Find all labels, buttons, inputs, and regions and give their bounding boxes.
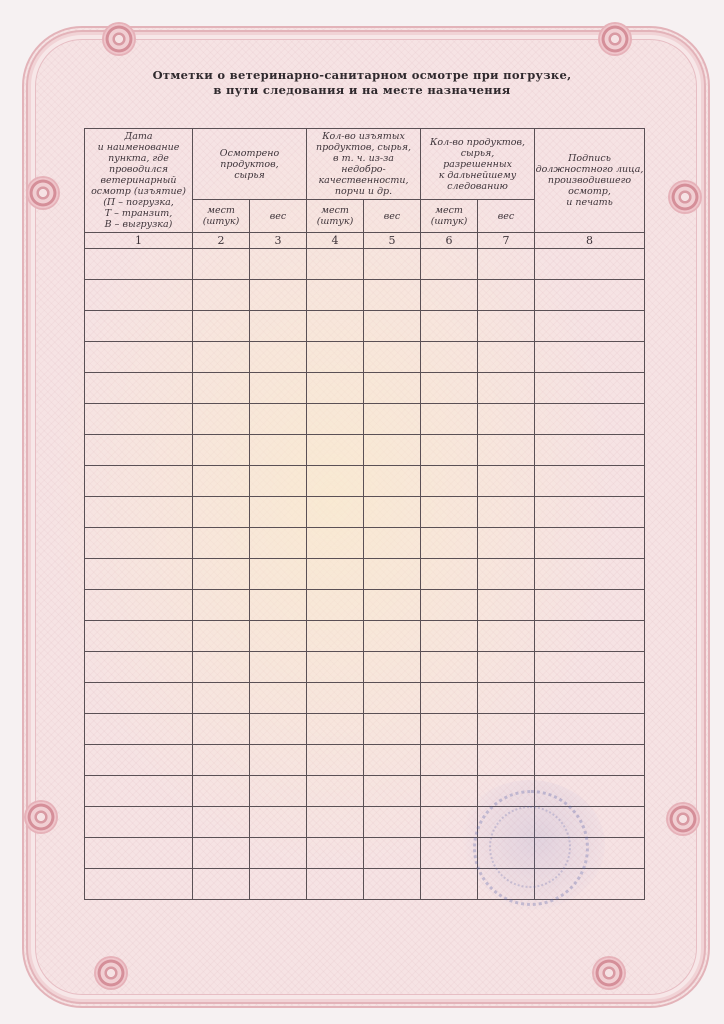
header-signature: Подпись должностного лица, производившего осмотр, и печать xyxy=(535,129,645,233)
table-cell[interactable] xyxy=(535,249,645,280)
table-cell[interactable] xyxy=(421,280,478,311)
table-cell[interactable] xyxy=(364,404,421,435)
column-number: 4 xyxy=(307,233,364,249)
table-cell[interactable] xyxy=(193,373,250,404)
table-cell[interactable] xyxy=(421,466,478,497)
table-cell[interactable] xyxy=(364,342,421,373)
table-cell[interactable] xyxy=(535,745,645,776)
table-cell[interactable] xyxy=(193,466,250,497)
header-inspected-weight: вес xyxy=(250,200,307,233)
table-cell[interactable] xyxy=(85,590,193,621)
table-cell[interactable] xyxy=(193,497,250,528)
table-cell[interactable] xyxy=(478,311,535,342)
table-cell[interactable] xyxy=(193,404,250,435)
table-cell[interactable] xyxy=(250,249,307,280)
table-cell[interactable] xyxy=(193,249,250,280)
table-cell[interactable] xyxy=(193,838,250,869)
table-cell[interactable] xyxy=(421,342,478,373)
table-cell[interactable] xyxy=(364,559,421,590)
table-cell[interactable] xyxy=(364,466,421,497)
table-cell[interactable] xyxy=(535,280,645,311)
table-cell[interactable] xyxy=(478,404,535,435)
table-cell[interactable] xyxy=(85,714,193,745)
table-cell[interactable] xyxy=(421,435,478,466)
table-cell[interactable] xyxy=(421,621,478,652)
table-cell[interactable] xyxy=(307,373,364,404)
table-cell[interactable] xyxy=(535,683,645,714)
table-cell[interactable] xyxy=(307,404,364,435)
table-cell[interactable] xyxy=(307,280,364,311)
table-cell[interactable] xyxy=(85,435,193,466)
table-cell[interactable] xyxy=(193,714,250,745)
corner-rosette-top-right xyxy=(600,24,630,54)
table-cell[interactable] xyxy=(85,838,193,869)
table-cell[interactable] xyxy=(85,497,193,528)
table-cell[interactable] xyxy=(421,590,478,621)
header-allowed-weight: вес xyxy=(478,200,535,233)
table-cell[interactable] xyxy=(307,652,364,683)
corner-rosette-bottom-right xyxy=(594,958,624,988)
table-cell[interactable] xyxy=(307,683,364,714)
table-cell[interactable] xyxy=(421,311,478,342)
table-cell[interactable] xyxy=(535,621,645,652)
table-cell[interactable] xyxy=(307,559,364,590)
column-number: 5 xyxy=(364,233,421,249)
table-cell[interactable] xyxy=(421,776,478,807)
table-cell[interactable] xyxy=(364,311,421,342)
table-cell[interactable] xyxy=(421,652,478,683)
table-cell[interactable] xyxy=(85,559,193,590)
table-cell[interactable] xyxy=(193,342,250,373)
table-cell[interactable] xyxy=(421,497,478,528)
table-cell[interactable] xyxy=(85,807,193,838)
form-title-line-1: Отметки о ветеринарно-санитарном осмотре при погрузке, xyxy=(152,68,572,82)
table-cell[interactable] xyxy=(250,311,307,342)
table-row xyxy=(85,342,645,373)
table-row xyxy=(85,714,645,745)
column-number: 2 xyxy=(193,233,250,249)
table-cell[interactable] xyxy=(85,683,193,714)
table-cell[interactable] xyxy=(85,528,193,559)
table-row xyxy=(85,590,645,621)
column-number: 6 xyxy=(421,233,478,249)
table-cell[interactable] xyxy=(250,652,307,683)
table-row xyxy=(85,745,645,776)
table-cell[interactable] xyxy=(364,652,421,683)
table-cell[interactable] xyxy=(478,342,535,373)
table-cell[interactable] xyxy=(421,528,478,559)
table-cell[interactable] xyxy=(307,249,364,280)
table-cell[interactable] xyxy=(85,776,193,807)
table-cell[interactable] xyxy=(250,466,307,497)
side-rosette-right-lower xyxy=(668,804,698,834)
table-row xyxy=(85,652,645,683)
table-cell[interactable] xyxy=(535,590,645,621)
table-cell[interactable] xyxy=(535,559,645,590)
table-cell[interactable] xyxy=(421,714,478,745)
table-cell[interactable] xyxy=(364,621,421,652)
column-number: 7 xyxy=(478,233,535,249)
table-cell[interactable] xyxy=(478,373,535,404)
header-allowed-places: мест (штук) xyxy=(421,200,478,233)
table-cell[interactable] xyxy=(193,621,250,652)
table-cell[interactable] xyxy=(478,435,535,466)
table-row xyxy=(85,435,645,466)
table-cell[interactable] xyxy=(364,776,421,807)
table-cell[interactable] xyxy=(478,559,535,590)
table-cell[interactable] xyxy=(364,869,421,900)
form-title-line-2: в пути следования и на месте назначения xyxy=(213,83,511,97)
table-cell[interactable] xyxy=(250,621,307,652)
header-inspected-places: мест (штук) xyxy=(193,200,250,233)
table-cell[interactable] xyxy=(364,807,421,838)
table-cell[interactable] xyxy=(250,559,307,590)
table-cell[interactable] xyxy=(364,714,421,745)
table-cell[interactable] xyxy=(193,559,250,590)
table-row xyxy=(85,404,645,435)
table-cell[interactable] xyxy=(307,745,364,776)
side-rosette-left-lower xyxy=(26,802,56,832)
header-row-1 xyxy=(85,129,645,200)
table-cell[interactable] xyxy=(478,249,535,280)
table-cell[interactable] xyxy=(307,342,364,373)
table-cell[interactable] xyxy=(535,435,645,466)
column-number: 8 xyxy=(535,233,645,249)
table-row xyxy=(85,466,645,497)
table-cell[interactable] xyxy=(364,435,421,466)
table-cell[interactable] xyxy=(85,404,193,435)
table-cell[interactable] xyxy=(307,311,364,342)
table-cell[interactable] xyxy=(478,497,535,528)
table-cell[interactable] xyxy=(193,683,250,714)
table-cell[interactable] xyxy=(307,776,364,807)
inspection-table xyxy=(84,128,645,900)
table-cell[interactable] xyxy=(250,280,307,311)
table-cell[interactable] xyxy=(250,590,307,621)
header-withdrawn-weight: вес xyxy=(364,200,421,233)
table-row xyxy=(85,683,645,714)
table-row xyxy=(85,497,645,528)
table-cell[interactable] xyxy=(535,652,645,683)
table-cell[interactable] xyxy=(307,497,364,528)
table-cell[interactable] xyxy=(307,838,364,869)
table-cell[interactable] xyxy=(535,373,645,404)
table-cell[interactable] xyxy=(421,249,478,280)
table-cell[interactable] xyxy=(478,466,535,497)
table-cell[interactable] xyxy=(535,404,645,435)
table-cell[interactable] xyxy=(478,528,535,559)
table-cell[interactable] xyxy=(364,497,421,528)
table-cell[interactable] xyxy=(85,249,193,280)
side-rosette-left-upper xyxy=(28,178,58,208)
table-cell[interactable] xyxy=(364,590,421,621)
table-cell[interactable] xyxy=(421,559,478,590)
table-row xyxy=(85,311,645,342)
table-cell[interactable] xyxy=(193,807,250,838)
table-cell[interactable] xyxy=(193,590,250,621)
table-cell[interactable] xyxy=(364,745,421,776)
column-number: 1 xyxy=(85,233,193,249)
table-cell[interactable] xyxy=(193,869,250,900)
table-cell[interactable] xyxy=(307,528,364,559)
table-cell[interactable] xyxy=(478,745,535,776)
table-cell[interactable] xyxy=(85,621,193,652)
table-row xyxy=(85,621,645,652)
table-cell[interactable] xyxy=(478,714,535,745)
table-cell[interactable] xyxy=(421,373,478,404)
table-cell[interactable] xyxy=(307,466,364,497)
table-cell[interactable] xyxy=(193,311,250,342)
table-row xyxy=(85,249,645,280)
table-cell[interactable] xyxy=(85,652,193,683)
table-cell[interactable] xyxy=(193,528,250,559)
table-cell[interactable] xyxy=(307,807,364,838)
table-cell[interactable] xyxy=(535,466,645,497)
table-cell[interactable] xyxy=(193,745,250,776)
header-allowed-group: Кол-во продуктов, сырья, разрешенных к дальнейшему следованию xyxy=(421,129,535,200)
table-cell[interactable] xyxy=(250,869,307,900)
table-cell[interactable] xyxy=(421,745,478,776)
table-cell[interactable] xyxy=(250,342,307,373)
table-cell[interactable] xyxy=(250,745,307,776)
table-cell[interactable] xyxy=(193,280,250,311)
table-cell[interactable] xyxy=(85,280,193,311)
table-cell[interactable] xyxy=(85,373,193,404)
table-cell[interactable] xyxy=(250,528,307,559)
table-cell[interactable] xyxy=(364,838,421,869)
table-cell[interactable] xyxy=(364,528,421,559)
table-row xyxy=(85,280,645,311)
table-cell[interactable] xyxy=(478,683,535,714)
table-cell[interactable] xyxy=(364,373,421,404)
column-number: 3 xyxy=(250,233,307,249)
table-cell[interactable] xyxy=(535,497,645,528)
table-cell[interactable] xyxy=(250,683,307,714)
table-cell[interactable] xyxy=(478,652,535,683)
table-cell[interactable] xyxy=(250,714,307,745)
official-stamp-impression xyxy=(455,780,605,910)
table-cell[interactable] xyxy=(307,621,364,652)
table-cell[interactable] xyxy=(535,311,645,342)
table-cell[interactable] xyxy=(85,466,193,497)
table-cell[interactable] xyxy=(307,869,364,900)
table-cell[interactable] xyxy=(85,342,193,373)
table-cell[interactable] xyxy=(193,652,250,683)
table-cell[interactable] xyxy=(250,404,307,435)
header-date-place: Дата и наименование пункта, где проводился ветеринарный осмотр (изъятие) (П – погрузка, Т – транзит, В – выгрузка) xyxy=(85,129,193,233)
stamp-inner-ring xyxy=(489,806,571,888)
table-row xyxy=(85,559,645,590)
table-cell[interactable] xyxy=(535,342,645,373)
table-row xyxy=(85,528,645,559)
side-rosette-right-upper xyxy=(670,182,700,212)
table-cell[interactable] xyxy=(85,869,193,900)
table-cell[interactable] xyxy=(535,714,645,745)
table-cell[interactable] xyxy=(478,280,535,311)
table-cell[interactable] xyxy=(250,807,307,838)
header-withdrawn-places: мест (штук) xyxy=(307,200,364,233)
table-cell[interactable] xyxy=(535,528,645,559)
corner-rosette-top-left xyxy=(104,24,134,54)
table-cell[interactable] xyxy=(250,497,307,528)
table-cell[interactable] xyxy=(364,280,421,311)
column-number-row xyxy=(85,233,645,249)
table-row xyxy=(85,373,645,404)
table-cell[interactable] xyxy=(85,745,193,776)
table-cell[interactable] xyxy=(193,776,250,807)
table-cell[interactable] xyxy=(364,249,421,280)
table-cell[interactable] xyxy=(478,590,535,621)
table-cell[interactable] xyxy=(193,435,250,466)
table-cell[interactable] xyxy=(364,683,421,714)
table-cell[interactable] xyxy=(250,435,307,466)
table-cell[interactable] xyxy=(250,373,307,404)
corner-rosette-bottom-left xyxy=(96,958,126,988)
header-inspected-group: Осмотрено продуктов, сырья xyxy=(193,129,307,200)
table-cell[interactable] xyxy=(421,683,478,714)
table-cell[interactable] xyxy=(250,776,307,807)
table-cell[interactable] xyxy=(85,311,193,342)
table-cell[interactable] xyxy=(307,714,364,745)
table-cell[interactable] xyxy=(307,590,364,621)
table-cell[interactable] xyxy=(250,838,307,869)
table-cell[interactable] xyxy=(307,435,364,466)
table-cell[interactable] xyxy=(421,404,478,435)
header-withdrawn-group: Кол-во изъятых продуктов, сырья, в т. ч. из-за недобро- качественности, порчи и др. xyxy=(307,129,421,200)
table-cell[interactable] xyxy=(478,621,535,652)
